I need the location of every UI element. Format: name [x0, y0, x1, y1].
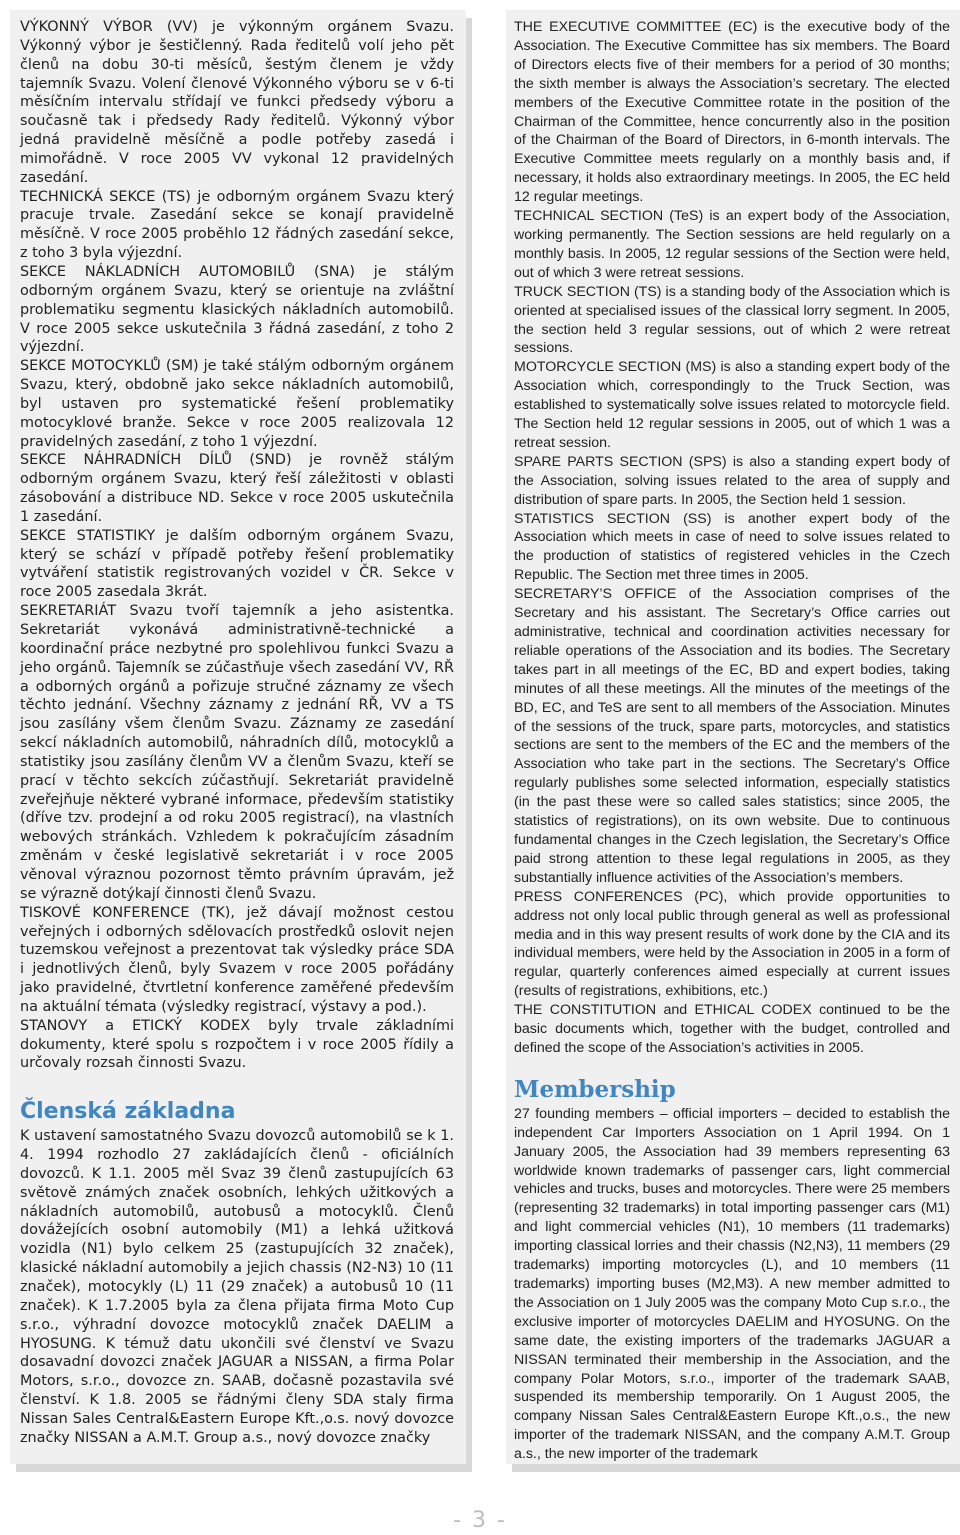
paragraph-truck-section: SEKCE NÁKLADNÍCH AUTOMOBILŮ (SNA) je stálým odborným orgánem Svazu, který se orientuje na zvláštní problematiku segmentu klasických nákladních automobilů. V roce 2005 sekce uskutečnila 3 řádná zasedání, z toho 2 výjezdní. [20, 263, 454, 356]
paragraph-spare-parts-section-en: SPARE PARTS SECTION (SPS) is also a standing expert body of the Association, solving issues related to the area of supply and distribution of spare parts. In 2005, the Section held 1 session. [514, 453, 950, 508]
paragraph-secretariat: SEKRETARIÁT Svazu tvoří tajemník a jeho asistentka. Sekretariát vykonává administrativně-technické a koordinační práce nezbytné pro spolehlivou funkci Svazu a jeho orgánů. Tajemník se zúčastňuje všech zasedání VV, RŘ a odborných orgánů a pořizuje stručné záznamy ze všech těchto jednání. Všechny záznamy z jednání RŘ, VV a TS jsou zasílány všem členům Svazu. Záznamy ze zasedání sekcí nákladních automobilů, náhradních dílů, motocyklů a statistiky jsou zasílány členům VV a členům Svazu, kteří se prací v těchto sekcích zúčastňují. Sekretariát pravidelně zveřejňuje některé vybrané informace, především statistiky (dříve tzv. prodejní a od roku 2005 registrací), na vlastních webových stránkách. Vzhledem k pokračujícím zásadním změnám v české legislativě sekretariát i v roce 2005 věnoval výraznou pozornost těmto právním úpravám, jež se výrazně dotýkají činnosti členů Svazu. [20, 603, 454, 902]
paragraph-truck-section-en: TRUCK SECTION (TS) is a standing body of the Association which is oriented at specialised issues of the classical lorry segment. In 2005, the section held 3 regular sessions, out of which 2 were retreat sessions. [514, 283, 950, 357]
paragraph-spare-parts-section: SEKCE NÁHRADNÍCH DÍLŮ (SND) je rovněž stálým odborným orgánem Svazu, který řeší záležitosti v oblasti zásobování a distribuce ND. Sekce v roce 2005 uskutečnila 1 zasedání. [20, 452, 454, 525]
english-column [506, 10, 960, 1464]
paragraph-secretary-office-en: SECRETARY’S OFFICE of the Association comprises of the Secretary and his assistant. The Secretary’s Office carries out administrative, technical and coordination activities necessary for reliable operations of the Association and its bodies. The Secretary takes part in all meetings of the EC, BD and expert bodies, taking minutes of all these meetings. All the minutes of the meetings of the BD, EC, and TeS are sent to all members of the Association. Minutes of the sessions of the truck, spare parts, motorcycles, and statistics sections are sent to the members of the EC and the members of the Association who take part in the sections. The Secretary’s Office regularly publishes some selected information, especially statistics (in the past these were so called sales statistics; since 2005, the statistics of registrations), on its own website. Due to continuous fundamental changes in the Czech legislation, the Secretary’s Office paid strong attention to these legal regulations in 2005, as they substantially influence activities of the Association’s members. [514, 586, 950, 886]
paragraph-statistics-section-en: STATISTICS SECTION (SS) is another expert body of the Association which meets in case of need to solve issues related to the production of statistics of registered vehicles in the Czech Republic. The Section met three times in 2005. [514, 510, 950, 584]
paragraph-constitution: STANOVY a ETICKÝ KODEX byly trvale základními dokumenty, které spolu s rozpočtem i v roce 2005 řídily a určovaly rozsah činnosti Svazu. [20, 1017, 454, 1072]
paragraph-statistics-section: SEKCE STATISTIKY je dalším odborným orgánem Svazu, který se schází v případě potřeby řešení problematiky vytváření statistik registrovaných vozidel v ČR. Sekce v roce 2005 zasedala 3krát. [20, 527, 454, 601]
paragraph-technical-section-en: TECHNICAL SECTION (TeS) is an expert body of the Association, working permanently. The Section sessions are held regularly on a monthly basis. In 2005, 12 regular sessions of the Section were held, out of which 3 were retreat sessions. [514, 208, 950, 281]
paragraph-press-conferences: TISKOVÉ KONFERENCE (TK), jež dávají možnost cestou veřejných i odborných sdělovacích prostředků oslovit nejen tuzemskou veřejnost a prezentovat tak výsledky práce SDA i jednotlivých členů, byly Svazem v roce 2005 pořádány jako pravidelné, čtvrtletní konference zaměřené především na aktuální témata (výsledky registrací, výstavy a pod.). [20, 904, 454, 1015]
paragraph-constitution-en: THE CONSTITUTION and ETHICAL CODEX continued to be the basic documents which, together with the budget, controlled and defined the scope of the Association’s activities in 2005. [514, 1002, 950, 1056]
paragraph-press-conferences-en: PRESS CONFERENCES (PC), which provide opportunities to address not only local public through general as well as professional media and in this way present results of work done by the CIA and its individual members, were held by the Association in 2005 in a form of regular, quarterly conferences aimed especially at current issues (results of registrations, exhibitions, etc.) [514, 888, 950, 1000]
section-title-membership-en: Membership [514, 1075, 676, 1103]
czech-column [10, 10, 466, 1464]
section-title-membership-cz: Členská základna [20, 1099, 236, 1125]
paragraph-motorcycle-section-en: MOTORCYCLE SECTION (MS) is also a standing expert body of the Association which, correspondingly to the Truck Section, was established to systematically solve issues related to motorcycle field. The Section held 12 regular sessions in 2005, out of which 1 was a retreat session. [514, 359, 950, 451]
paragraph-membership-en: 27 founding members – official importers – decided to establish the independent Car Importers Association on 1 April 1994. On 1 January 2005, the Association had 39 members representing 63 worldwide known trademarks of passenger cars, light commercial vehicles and trucks, buses and motorcycles. There were 25 members (representing 32 trademarks) in total importing passenger cars (M1) and light commercial vehicles (N1), 10 members (11 trademarks) importing classical lorries and their chassis (N2,N3), 11 members (29 trademarks) importing motorcycles (L), and 10 members (11 trademarks) importing buses (M2,M3). A new member admitted to the Association on 1 July 2005 was the company Moto Cup s.r.o., the exclusive importer of motorcycles DAELIM and HYOSUNG. On the same date, the existing importers of the trademarks JAGUAR a NISSAN terminated their membership in the Association, and the company Polar Motors, s.r.o., importer of the trademark SAAB, suspended its membership temporarily. On 1 August 2005, the company Nissan Sales Central&Eastern Europe Kft.,o.s., the new importer of the trademark NISSAN, and the company A.M.T. Group a.s., the new importer of the trademark [514, 1105, 950, 1463]
paragraph-motorcycle-section: SEKCE MOTOCYKLŮ (SM) je také stálým odborným orgánem Svazu, který, obdobně jako sekce nákladních automobilů, byl ustaven pro systematické řešení problematiky motocyklové branže. Sekce v roce 2005 realizovala 12 pravidelných zasedání, z toho 1 výjezdní. [20, 358, 454, 450]
page-number: - 3 - [453, 1508, 507, 1533]
paragraph-executive-committee-en: THE EXECUTIVE COMMITTEE (EC) is the executive body of the Association. The Executive Committee has six members. The Board of Directors elects five of their members for a period of 30 months; the sixth member is always the Association’s secretary. The elected members of the Executive Committee rotate in the position of the Chairman of the Committee, hence concurrently also in the position of the Chairman of the Board of Directors, in 6-month intervals. The Executive Committee meets regularly on a monthly basis and, if necessary, it holds also extraordinary meetings. In 2005, the EC held 12 regular meetings. [514, 19, 950, 206]
paragraph-membership-cz: K ustavení samostatného Svazu dovozců automobilů se k 1. 4. 1994 rozhodlo 27 zakládajících členů - oficiálních dovozců. K 1.1. 2005 měl Svaz 39 členů zastupujících 63 světově známých značek osobních, lehkých užitkových a nákladních automobilů, autobusů a motocyklů. Členů dovážejících osobní automobily (M1) a lehká užitková vozidla (N1) bylo celkem 25 (zastupujících 32 značek), klasické nákladní automobily a jejich chassis (N2-N3) 10 (11 značek), motocykly (L) 11 (29 značek) a autobusů 10 (11 značek). K 1.7.2005 byla za člena přijata firma Moto Cup s.r.o., výhradní dovozce motocyklů značek DAELIM a HYOSUNG. K témuž datu ukončili své členství ve Svazu dosavadní dovozci značek JAGUAR a NISSAN, a firma Polar Motors, s.r.o., dovozce zn. SAAB, dočasně pozastavila své členství. K 1.8. 2005 se řádnými členy SDA staly firma Nissan Sales Central&Eastern Europe Kft.,o.s. nový dovozce značky NISSAN a A.M.T. Group a.s., nový dovozce značky [20, 1128, 454, 1446]
paragraph-executive-committee: VÝKONNÝ VÝBOR (VV) je výkonným orgánem Svazu. Výkonný výbor je šestičlenný. Rada ředitelů volí jeho pět členů na dobu 30-ti měsíců, šestým členem je vždy tajemník Svazu. Volení členové Výkonného výboru se v 6-ti měsíčním intervalu střídají ve funkci předsedy výboru a současně tak i předsedy Rady ředitelů. Výkonný výbor jedná pravidelně měsíčně a podle potřeby zasedá i mimořádně. V roce 2005 VV vykonal 12 pravidelných zasedání. [20, 19, 454, 186]
paragraph-technical-section: TECHNICKÁ SEKCE (TS) je odborným orgánem Svazu který pracuje trvale. Zasedání sekce se konají pravidelně měsíčně. V roce 2005 proběhlo 12 řádných zasedání sekce, z toho 3 byla výjezdní. [20, 188, 454, 262]
